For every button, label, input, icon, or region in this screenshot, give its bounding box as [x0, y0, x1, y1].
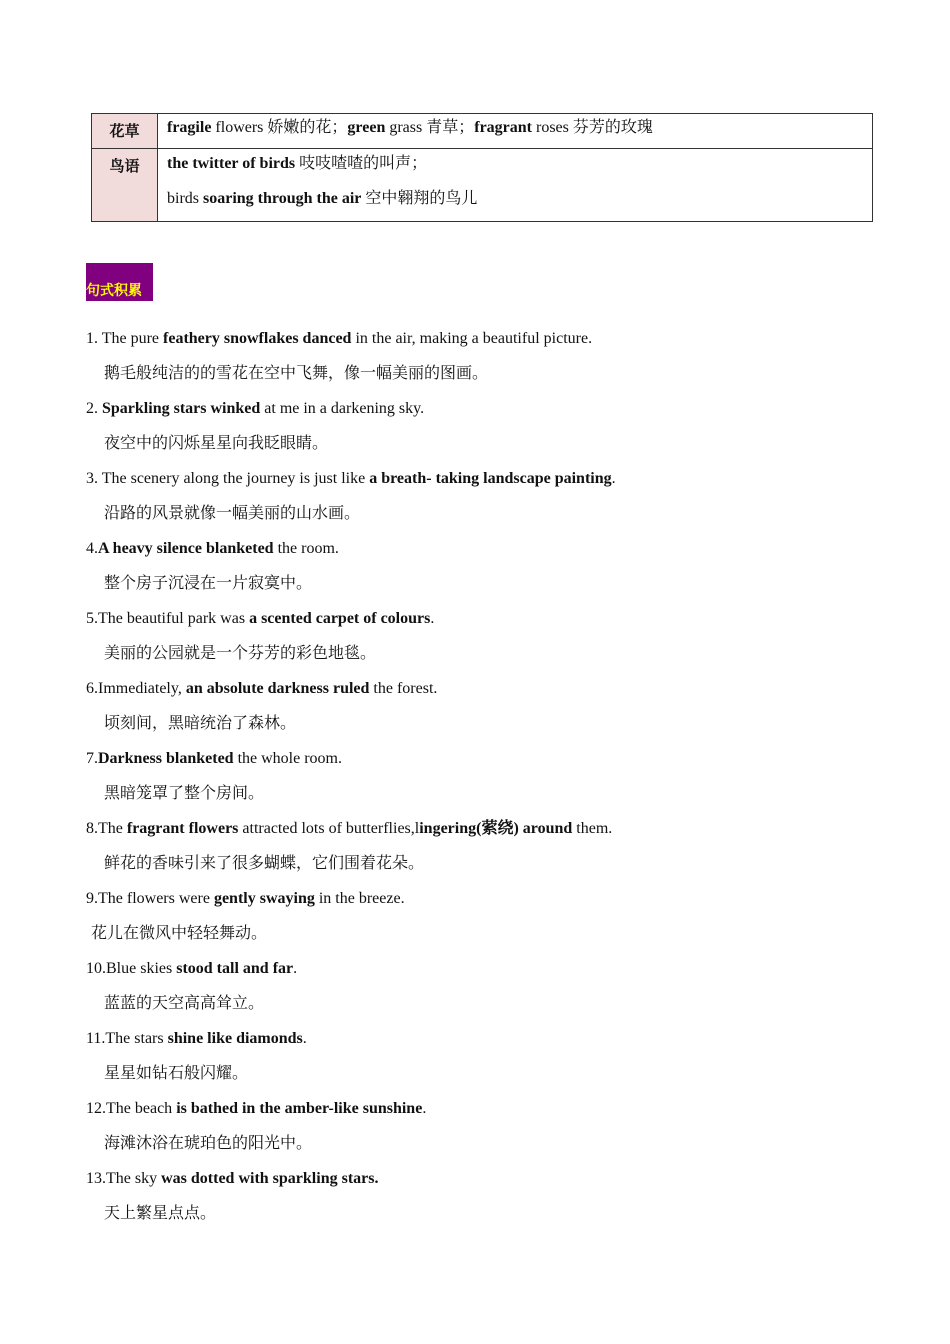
sentence-text: attracted lots of butterflies,l — [238, 820, 420, 837]
sentence-bold-phrase: ingering(萦绕) around — [419, 820, 573, 837]
sentence-translation: 鲜花的香味引来了很多蝴蝶，它们围着花朵。 — [104, 855, 425, 872]
sentence-english — [86, 676, 886, 711]
sentence-english — [86, 816, 886, 851]
sentence-bold-phrase: Sparkling stars winked — [102, 400, 261, 417]
sentence-english — [86, 466, 886, 501]
vocab-category-cell — [92, 149, 158, 222]
sentence-translation: 花儿在微风中轻轻舞动。 — [91, 925, 268, 942]
sentence-item — [86, 1096, 886, 1166]
sentence-item — [86, 676, 886, 746]
vocab-text: 空中翱翔的鸟儿 — [361, 190, 478, 207]
sentence-text: 8.The — [86, 820, 127, 837]
sentence-bold-phrase: A heavy silence blanketed — [98, 540, 274, 557]
sentence-bold-phrase: stood tall and far — [176, 960, 294, 977]
sentence-english — [86, 1026, 886, 1061]
vocab-bold-phrase: soaring through the air — [203, 190, 362, 207]
sentence-text: 9.The flowers were — [86, 890, 214, 907]
sentence-text: . — [302, 1030, 307, 1047]
vocab-text: flowers 娇嫩的花； — [211, 119, 348, 136]
vocab-content-cell — [158, 114, 873, 149]
sentence-bold-phrase: gently swaying — [213, 890, 315, 907]
sentence-english — [86, 606, 886, 641]
vocab-text: roses 芬芳的玫瑰 — [532, 119, 653, 136]
vocab-content-cell — [158, 149, 873, 222]
vocab-row — [92, 114, 873, 149]
sentence-text: the room. — [273, 540, 339, 557]
sentence-translation: 黑暗笼罩了整个房间。 — [104, 785, 265, 802]
vocab-text: birds — [167, 190, 203, 207]
sentence-text: 10.Blue skies — [86, 960, 177, 977]
sentence-translation: 夜空中的闪烁星星向我眨眼睛。 — [104, 435, 329, 452]
sentence-english — [86, 746, 886, 781]
section-title: 句式积累 — [86, 283, 142, 299]
sentence-text: the forest. — [369, 680, 438, 697]
vocab-text: 吱吱喳喳的叫声； — [295, 155, 428, 172]
sentence-english — [86, 956, 886, 991]
sentence-bold-phrase: an absolute darkness ruled — [185, 680, 370, 697]
sentence-bold-phrase: feathery snowflakes danced — [163, 330, 352, 347]
sentence-english — [86, 886, 886, 921]
sentence-text: at me in a darkening sky. — [260, 400, 425, 417]
sentence-item — [86, 326, 886, 396]
sentence-bold-phrase: is bathed in the amber-like sunshine — [176, 1100, 423, 1117]
sentence-translation: 海滩沐浴在琥珀色的阳光中。 — [104, 1135, 313, 1152]
sentence-text: . — [293, 960, 298, 977]
sentence-translation: 整个房子沉浸在一片寂寞中。 — [104, 575, 313, 592]
sentence-bold-phrase: fragrant flowers — [126, 820, 239, 837]
sentence-item — [86, 536, 886, 606]
sentence-bold-phrase: Darkness blanketed — [98, 750, 234, 767]
sentence-item — [86, 1166, 886, 1236]
vocab-bold-phrase: fragile — [167, 119, 212, 136]
sentence-translation: 天上繁星点点。 — [104, 1205, 217, 1222]
vocab-table — [91, 113, 873, 222]
sentence-item — [86, 886, 886, 956]
sentence-english — [86, 326, 886, 361]
sentence-translation: 沿路的风景就像一幅美丽的山水画。 — [104, 505, 361, 522]
sentence-list — [86, 326, 886, 1236]
sentence-text: . — [422, 1100, 427, 1117]
sentence-text: 7. — [86, 750, 98, 767]
sentence-text: in the breeze. — [314, 890, 405, 907]
sentence-translation: 星星如钻石般闪耀。 — [104, 1065, 249, 1082]
sentence-text: 12.The beach — [86, 1100, 177, 1117]
sentence-text: the whole room. — [233, 750, 342, 767]
vocab-category-label: 花草 — [109, 122, 140, 140]
sentence-bold-phrase: a breath- taking landscape painting — [369, 470, 612, 487]
vocab-category-cell — [92, 114, 158, 149]
vocab-table-body — [92, 114, 873, 222]
sentence-bold-phrase: a scented carpet of colours — [249, 610, 431, 627]
sentence-text: 6.Immediately, — [86, 680, 186, 697]
sentence-text: in the air, making a beautiful picture. — [351, 330, 593, 347]
sentence-translation: 鹅毛般纯洁的的雪花在空中飞舞，像一幅美丽的图画。 — [104, 365, 489, 382]
sentence-bold-phrase: shine like diamonds — [167, 1030, 303, 1047]
sentence-english — [86, 1096, 886, 1131]
vocab-bold-phrase: green — [347, 119, 386, 136]
sentence-item — [86, 396, 886, 466]
sentence-translation: 顷刻间，黑暗统治了森林。 — [104, 715, 297, 732]
sentence-item — [86, 1026, 886, 1096]
sentence-english — [86, 1166, 886, 1201]
vocab-category-label: 鸟语 — [109, 157, 140, 175]
sentence-text: 13.The sky — [86, 1170, 162, 1187]
sentence-text: 2. — [86, 400, 102, 417]
vocab-line — [167, 149, 872, 185]
vocab-row — [92, 149, 873, 222]
sentence-english — [86, 536, 886, 571]
sentence-text: 4. — [86, 540, 98, 557]
sentence-item — [86, 816, 886, 886]
vocab-line — [167, 185, 872, 221]
sentence-text: 1. The pure — [86, 330, 164, 347]
vocab-bold-phrase: the twitter of birds — [167, 155, 296, 172]
sentence-text: . — [611, 470, 616, 487]
vocab-bold-phrase: fragrant — [474, 119, 532, 136]
sentence-text: 3. The scenery along the journey is just like — [86, 470, 370, 487]
sentence-text: them. — [572, 820, 613, 837]
sentence-item — [86, 606, 886, 676]
sentence-translation: 蓝蓝的天空高高耸立。 — [104, 995, 265, 1012]
vocab-line — [167, 114, 872, 148]
sentence-bold-phrase: was dotted with sparkling stars. — [161, 1170, 379, 1187]
sentence-text: 5.The beautiful park was — [86, 610, 250, 627]
vocab-text: grass 青草； — [385, 119, 475, 136]
sentence-item — [86, 466, 886, 536]
sentence-text: 11.The stars — [86, 1030, 168, 1047]
sentence-translation: 美丽的公园就是一个芬芳的彩色地毯。 — [104, 645, 377, 662]
sentence-english — [86, 396, 886, 431]
sentence-item — [86, 956, 886, 1026]
sentence-text: . — [430, 610, 435, 627]
sentence-item — [86, 746, 886, 816]
section-title-badge — [86, 263, 153, 301]
